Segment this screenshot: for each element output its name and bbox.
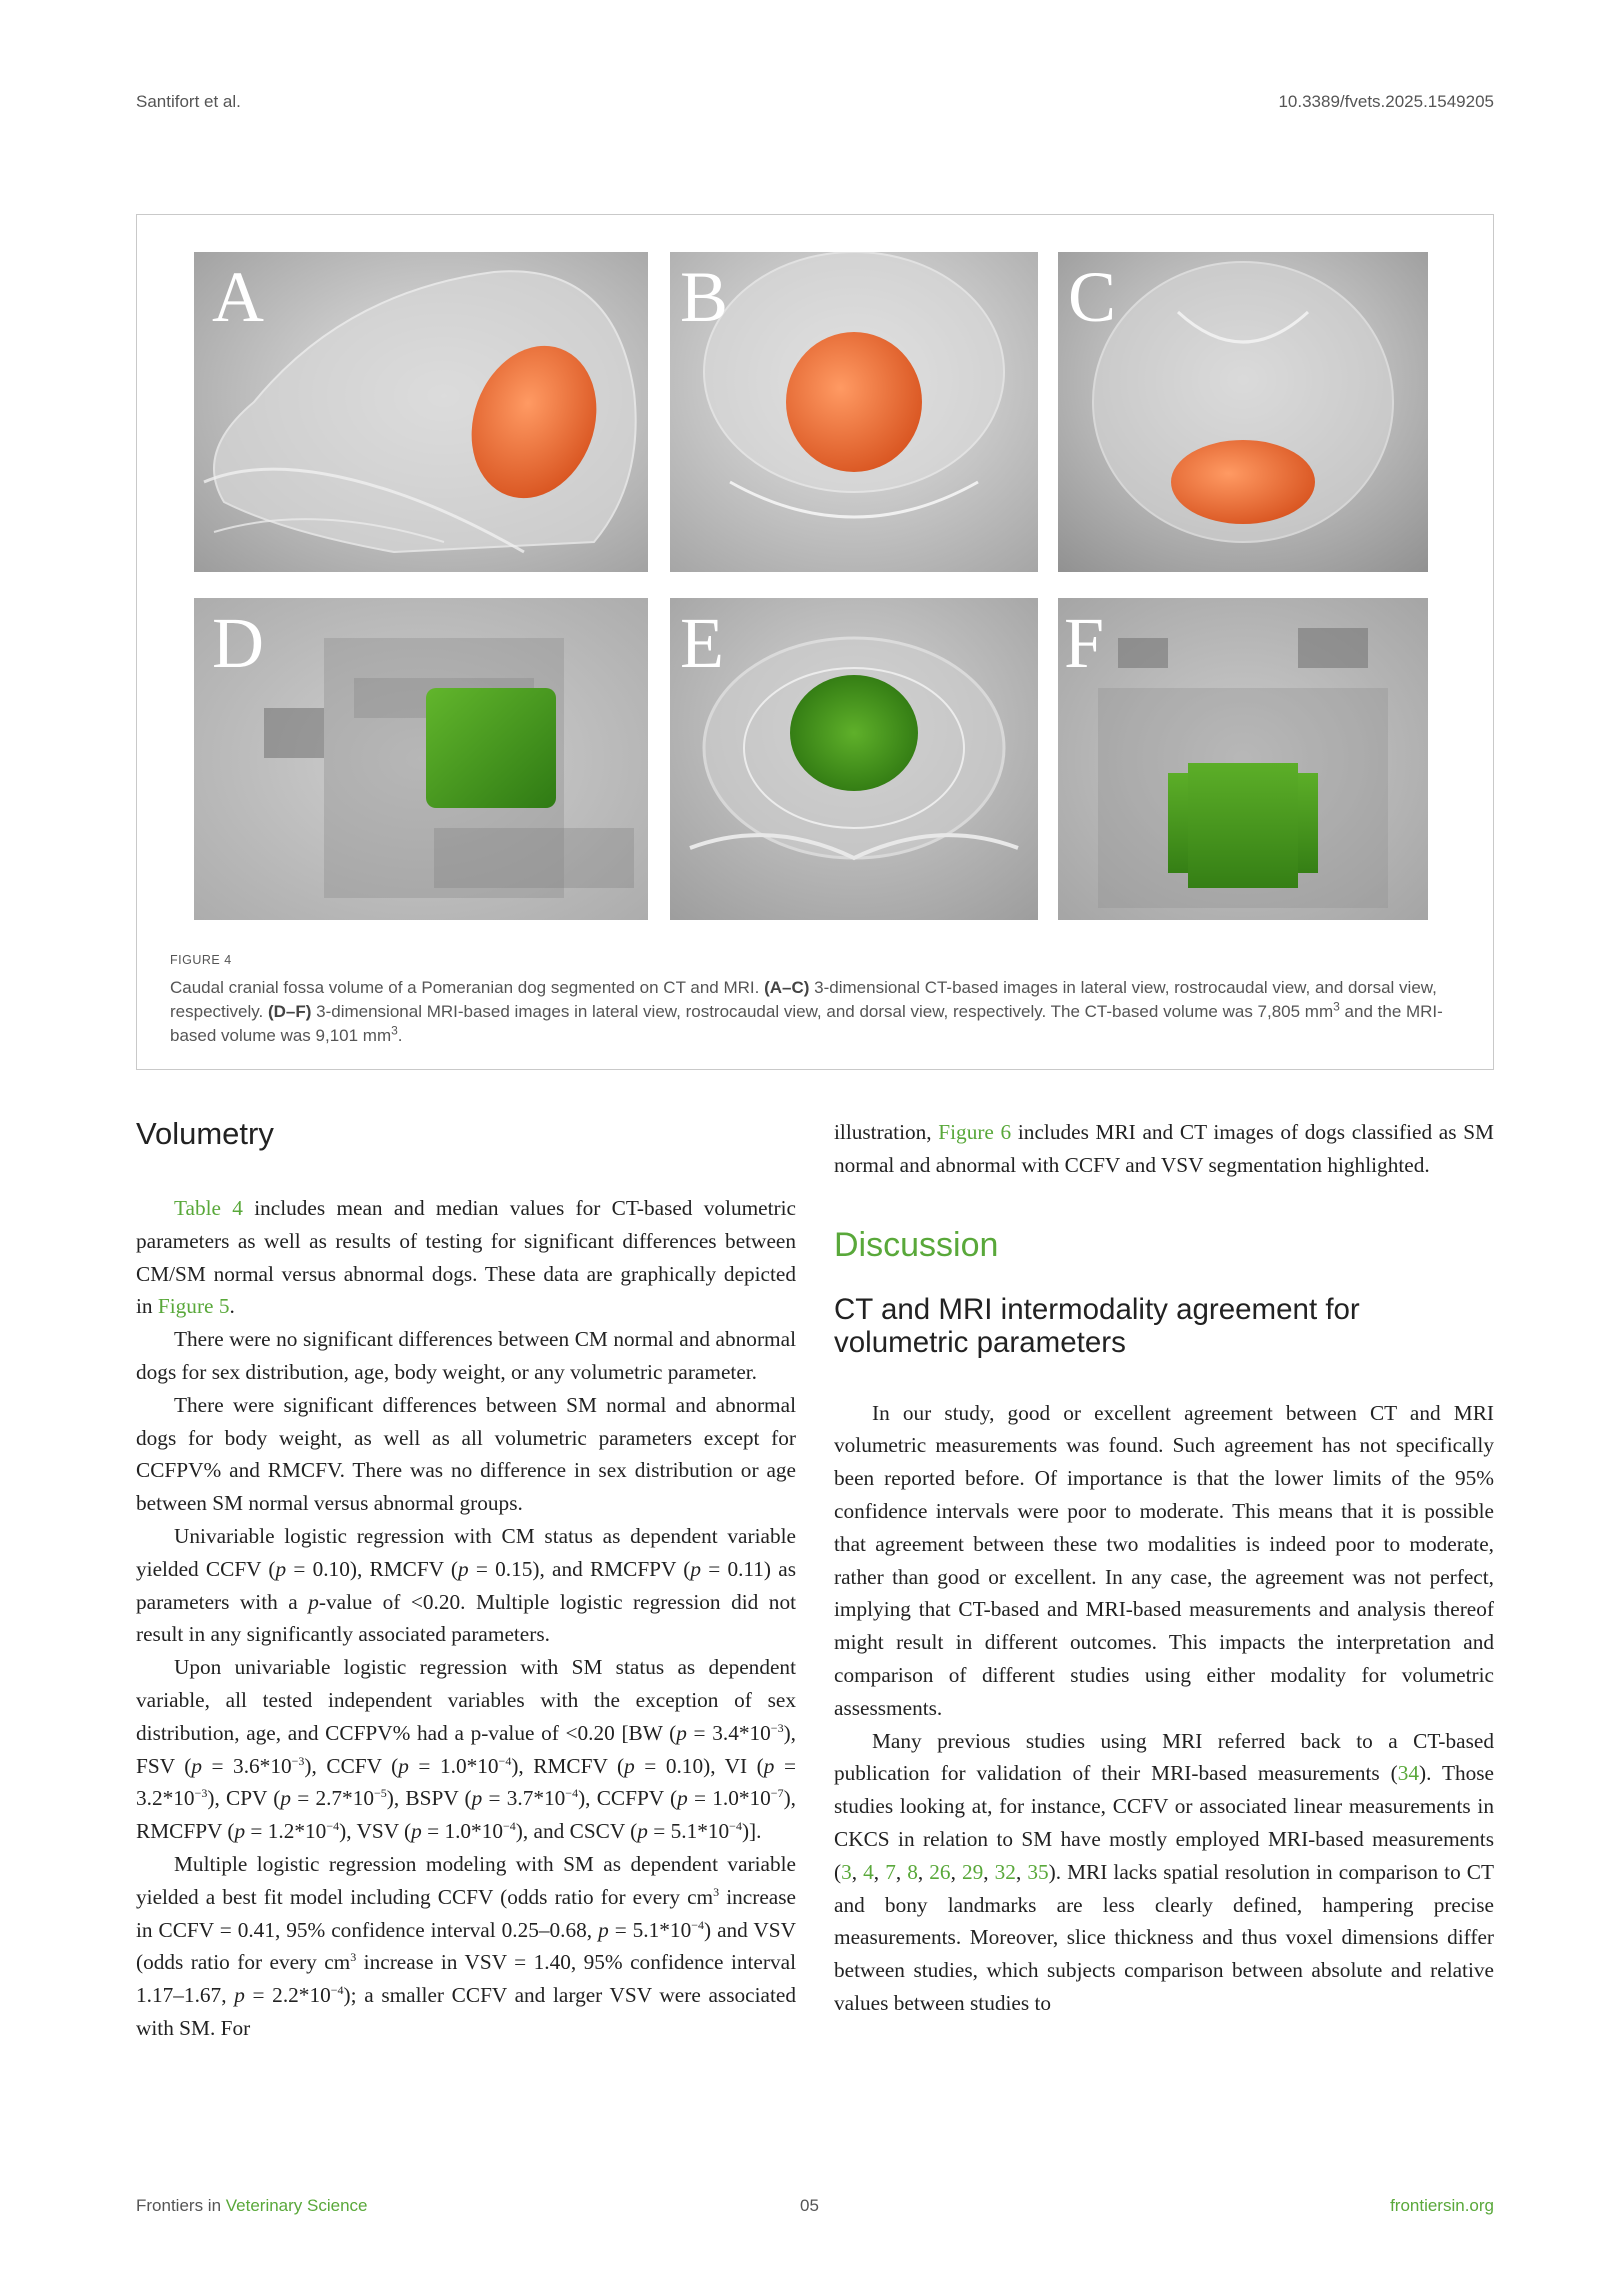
paragraph-volumetry-5: Upon univariable logistic regression with SM status as dependent variable, all tested independent variables with the exception of sex distribution, age, and CCFPV% had a p-value of <0.20 [BW $(p = 3.4*10^{-3})$, FSV $(p = 3.6*10^{-3})$, CCFV $(p = 1.0*10^{-4})$, RMCFV (p = 0.10), VI $(p = 3.2*10^{-3})$, CPV $(p = 2.7*10^{-5})$, BSPV $(p = 3.7*10^{-4})$, CCFPV $(p = 1.0*10^{-7})$, RMCFPV $(p = 1.2*10^{-4})$, VSV $(p = 1.0*10^{-4})$, and CSCV $(p = 5.1*10^{-4})$].: [136, 1655, 796, 1844]
table-4-link[interactable]: Table 4: [174, 1196, 243, 1220]
panel-letter-d: D: [212, 603, 264, 683]
panel-letter-a: A: [212, 257, 264, 337]
subsection-heading-intermodality: CT and MRI intermodality agreement for volumetric parameters: [834, 1292, 1360, 1359]
reference-link[interactable]: 34: [1397, 1761, 1419, 1786]
reference-link[interactable]: 3: [841, 1859, 852, 1884]
reference-link[interactable]: 35: [1027, 1859, 1049, 1884]
panel-letter-b: B: [680, 257, 729, 337]
left-column: [136, 1116, 796, 2045]
running-header-doi[interactable]: 10.3389/fvets.2025.1549205: [1278, 92, 1494, 111]
paragraph-discussion-1: In our study, good or excellent agreement between CT and MRI volumetric measurements was found. Such agreement has not specifically been reported before. Of importance is that the lower limits of the 95% confidence intervals were poor to moderate. This means that it is possible that agreement between these two modalities is indeed poor to moderate, rather than good or excellent. In any case, the agreement was not perfect, implying that CT-based and MRI-based measurements and analysis thereof might result in different outcomes. This impacts the interpretation and comparison of different studies using either modality for volumetric assessments.: [834, 1400, 1494, 1720]
panel-d-mri-lateral: [194, 598, 648, 920]
panel-c-ct-dorsal: [1058, 252, 1428, 572]
page-number: 05: [800, 2196, 819, 2215]
figure-label: FIGURE 4: [170, 953, 232, 967]
figure-caption: [170, 948, 1470, 1048]
paragraph-continued: illustration, Figure 6 includes MRI and CT images of dogs classified as SM normal and abnormal with CCFV and VSV segmentation highlighted.: [834, 1120, 1494, 1177]
section-heading-discussion: Discussion: [834, 1225, 999, 1264]
paragraph-volumetry-2: There were no significant differences between CM normal and abnormal dogs for sex distribution, age, body weight, or any volumetric parameter.: [136, 1327, 796, 1384]
section-heading-volumetry: Volumetry: [136, 1116, 274, 1151]
footer-site-link[interactable]: frontiersin.org: [1390, 2196, 1494, 2215]
reference-link[interactable]: 26: [929, 1859, 951, 1884]
paragraph-volumetry-1: Table 4 includes mean and median values for CT-based volumetric parameters as well as results of testing for significant differences between CM/SM normal versus abnormal dogs. These data are graphically depicted in Figure 5.: [136, 1196, 796, 1319]
panel-f-mri-dorsal: [1058, 598, 1428, 920]
reference-link[interactable]: 29: [961, 1859, 984, 1884]
caption-text: Caudal cranial fossa volume of a Pomeranian dog segmented on CT and MRI. (A–C) 3-dimensional CT-based images in lateral view, rostrocaudal view, and dorsal view, respectively. (D–F) 3-dimensional MRI-based images in lateral view, rostrocaudal view, and dorsal view, respectively. The CT-based volume was 7,805 $mm^3$ and the MRI-based volume was 9,101 $mm^3$.: [170, 978, 1443, 1045]
paragraph-volumetry-6: Multiple logistic regression modeling with SM as dependent variable yielded a best fit model including CCFV (odds ratio for every $cm^3$ increase in CCFV = 0.41, 95% confidence interval 0.25–0.68, $p = 5.1*10^{-4}$) and VSV (odds ratio for every $cm^3$ increase in VSV = 1.40, 95% confidence interval 1.17–1.67, $p = 2.2*10^{-4}$); a smaller CCFV and larger VSV were associated with SM. For: [136, 1851, 797, 2040]
reference-link[interactable]: 4: [863, 1859, 874, 1884]
panel-letter-f: F: [1064, 603, 1105, 683]
footer-journal: Frontiers in Veterinary Science: [136, 2196, 368, 2215]
paragraph-discussion-2: Many previous studies using MRI referred back to a CT-based publication for validation of their MRI-based measurements (34). Those studies looking at, for instance, CCFV or associated linear measurements in CKCS in relation to SM have mostly employed MRI-based measurements (3, 4, 7, 8, 26, 29, 32, 35). MRI lacks spatial resolution in comparison to CT and bony landmarks are less clearly defined, hampering precise measurements. Moreover, slice thickness and thus voxel dimensions differ between studies, which subjects comparison between absolute and relative values between studies to: [834, 1728, 1494, 2015]
journal-link[interactable]: Veterinary Science: [225, 2196, 368, 2215]
panel-a-ct-lateral: [194, 252, 648, 572]
panel-letter-c: C: [1068, 257, 1117, 337]
paragraph-volumetry-3: There were significant differences between SM normal and abnormal dogs for body weight, as well as all volumetric parameters except for CCFPV% and RMCFV. There was no difference in sex distribution or age between SM normal versus abnormal groups.: [136, 1392, 796, 1516]
running-header-authors: Santifort et al.: [136, 92, 241, 111]
reference-link[interactable]: 8: [907, 1859, 918, 1884]
paragraph-volumetry-4: Univariable logistic regression with CM status as dependent variable yielded CCFV (p = 0.10), RMCFV (p = 0.15), and RMCFPV (p = 0.11) as parameters with a p-value of <0.20. Multiple logistic regression did not result in any significantly associated parameters.: [136, 1523, 797, 1647]
panel-e-mri-rostrocaudal: [670, 598, 1038, 920]
panel-letter-e: E: [680, 603, 724, 683]
right-column: [834, 1116, 1494, 2020]
reference-link[interactable]: 32: [994, 1859, 1016, 1884]
panel-b-ct-rostrocaudal: [670, 252, 1038, 572]
reference-link[interactable]: 7: [885, 1859, 896, 1884]
figure-5-link[interactable]: Figure 5: [157, 1294, 230, 1319]
figure-6-link[interactable]: Figure 6: [938, 1120, 1012, 1144]
